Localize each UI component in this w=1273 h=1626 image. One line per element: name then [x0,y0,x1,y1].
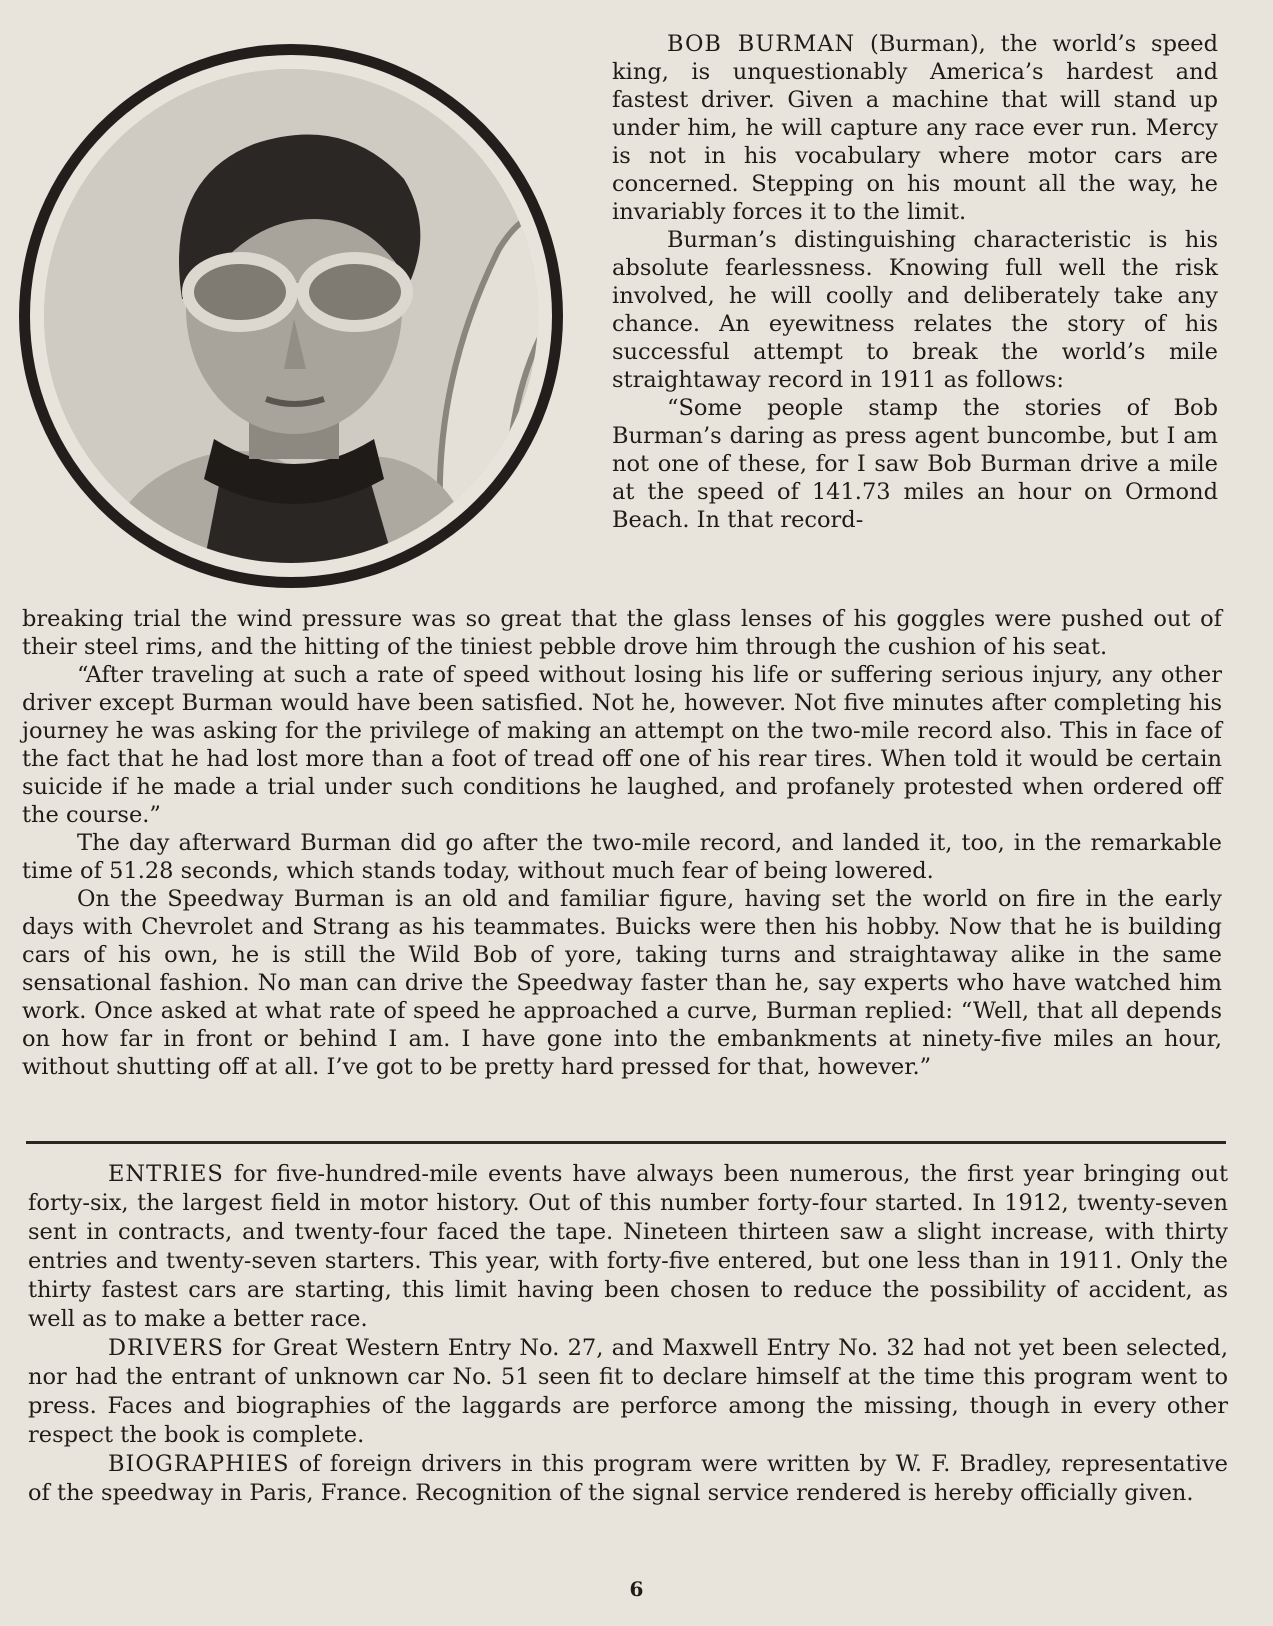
section-divider [26,1141,1226,1144]
article-paragraph-two-mile: “After traveling at such a rate of speed without losing his life or suffering serious injury, any other driver except Burman would have been satisfied. Not he, however. Not five minutes after completing his journey he was asking for the privilege of making an attempt on the two-mile record also. This in face of the fact that he had lost more than a foot of tread off one of his rear tires. When told it would be certain suicide if he made a trial under such conditions he laughed, and profanely protested when ordered off the course.” [22,662,1222,828]
intro-text: (Burman), the world’s speed king, is unquestionably America’s hardest and fastest driver. Given a machine that will stand up under him, he will capture any race ever run. Mercy is not in his vocabulary where motor cars are concerned. Stepping on his mount all the way, he invariably forces it to the limit. [612,31,1219,225]
note-biographies-heading: BIOGRAPHIES [108,1451,290,1477]
article-column-right [612,30,1218,534]
article-paragraph-fearlessness: Burman’s distinguishing characteristic is his absolute fearlessness. Knowing full well the risk involved, he will coolly and deliberately take any chance. An eyewitness relates the story of his successful attempt to break the world’s mile straightaway record in 1911 as follows: [612,227,1218,393]
driver-name-heading: BOB BURMAN [667,31,856,57]
note-biographies [28,1450,1228,1508]
note-entries-text: for five-hundred-mile events have always been numerous, the first year bringing out forty-six, the largest field in motor history. Out of this number forty-four started. In 1912, twenty-seven sent in contracts, and twenty-four faced the tape. Nineteen thirteen saw a slight increase, with thirty entries and twenty-seven starters. This year, with forty-five entered, but one less than in 1911. Only the thirty fastest cars are starting, this limit having been chosen to reduce the possibility of accident, as well as to make a better race. [28,1161,1228,1332]
eyewitness-quote-end: breaking trial the wind pressure was so great that the glass lenses of his goggles were pushed out of their steel rims, and the hitting of the tiniest pebble drove him through the cushion of his seat. [22,606,1222,660]
driver-portrait [44,69,538,563]
note-drivers [28,1334,1228,1450]
article-column-full [22,605,1222,1081]
eyewitness-quote-start: “Some people stamp the stories of Bob Burman’s daring as press agent buncombe, but I am not one of these, for I saw Bob Burman drive a mile at the speed of 141.73 miles an hour on Ormond Beach. In that record- [612,395,1218,533]
note-entries [28,1160,1228,1334]
article-paragraph-intro [612,30,1218,226]
portrait-illustration [44,69,538,563]
article-paragraph-speedway: On the Speedway Burman is an old and familiar figure, having set the world on fire in the early days with Chevrolet and Strang as his teammates. Buicks were then his hobby. Now that he is building cars of his own, he is still the Wild Bob of yore, taking turns and straightaway alike in the same sensational fashion. No man can drive the Speedway faster than he, say experts who have watched him work. Once asked at what rate of speed he approached a curve, Burman replied: “Well, that all depends on how far in front or behind I am. I have gone into the embankments at ninety-five miles an hour, without shutting off at all. I’ve got to be pretty hard pressed for that, however.” [22,886,1222,1080]
article-paragraph-record: The day afterward Burman did go after the two-mile record, and landed it, too, in the remarkable time of 51.28 seconds, which stands today, without much fear of being lowered. [22,830,1222,884]
note-drivers-heading: DRIVERS [108,1335,224,1361]
program-notes [28,1160,1228,1508]
note-drivers-text: for Great Western Entry No. 27, and Maxwell Entry No. 32 had not yet been selected, nor had the entrant of unknown car No. 51 seen fit to declare himself at the time this program went to press. Faces and biographies of the laggards are perforce among the missing, though in every other respect the book is complete. [28,1335,1228,1448]
note-entries-heading: ENTRIES [108,1161,224,1187]
note-biographies-text: of foreign drivers in this program were written by W. F. Bradley, representative of the speedway in Paris, France. Recognition of the signal service rendered is hereby officially given. [28,1451,1228,1506]
page-number: 6 [629,1577,644,1601]
